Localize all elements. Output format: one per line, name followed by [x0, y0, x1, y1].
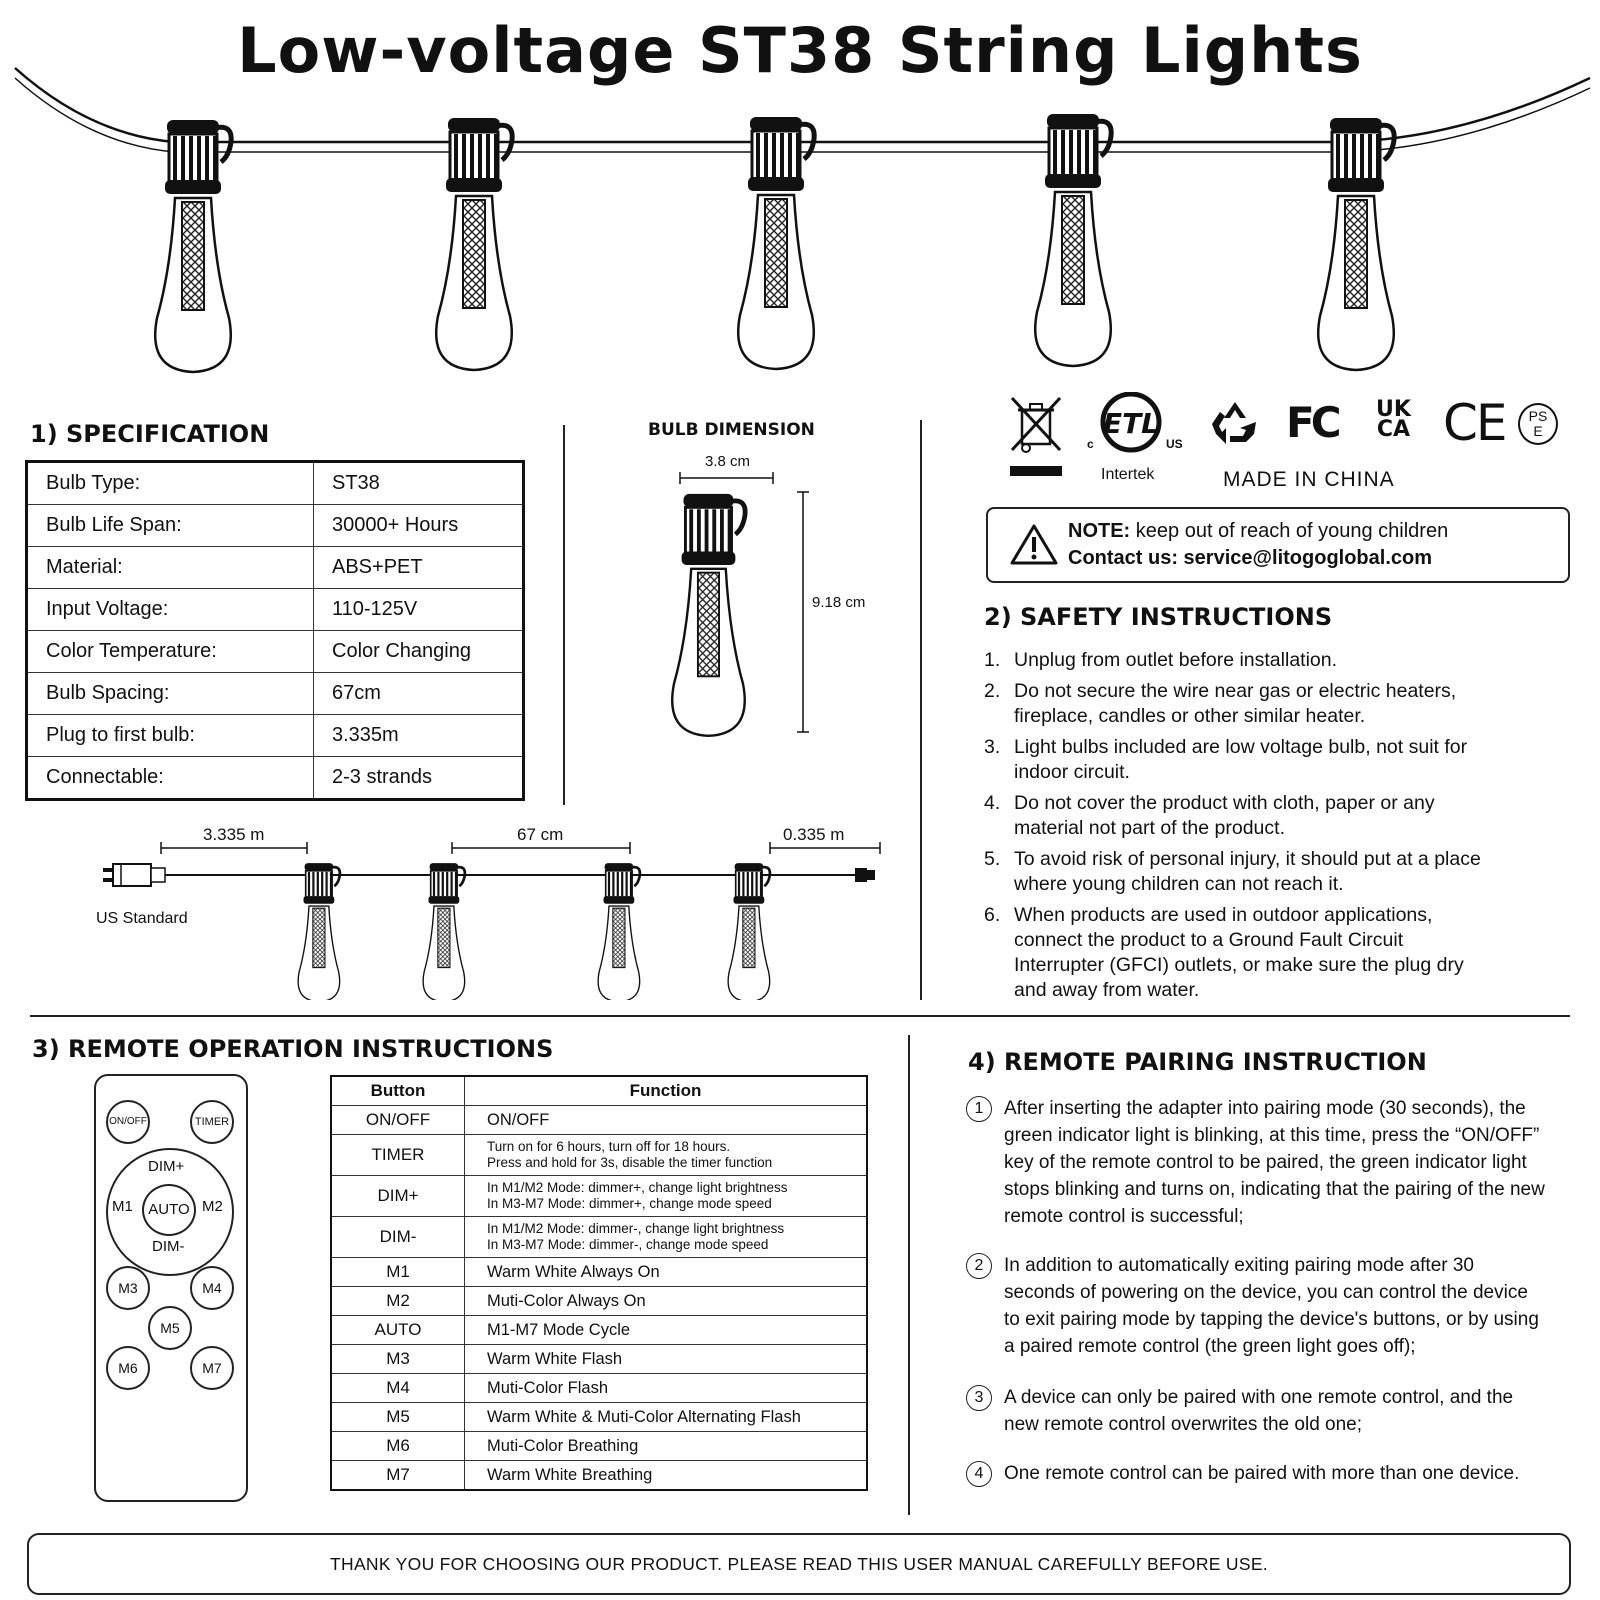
remote-table-function — [465, 1217, 868, 1258]
bulb-dimension-drawing — [660, 470, 820, 740]
safety-item — [984, 679, 1484, 729]
function-line: Warm White Breathing — [487, 1465, 653, 1484]
pairing-step-number: 4 — [966, 1461, 992, 1487]
divider — [563, 425, 565, 805]
note-text: NOTE: keep out of reach of young children — [1068, 520, 1449, 542]
remote-m5-button[interactable]: M5 — [148, 1306, 192, 1350]
safety-item-text: Unplug from outlet before installation. — [1014, 649, 1338, 671]
function-line: Turn on for 6 hours, turn off for 18 hours. — [487, 1139, 731, 1154]
remote-table-button: M5 — [331, 1403, 465, 1432]
spec-value: 30000+ Hours — [314, 505, 524, 547]
safety-item-number: 4. — [984, 792, 1001, 814]
safety-item — [984, 903, 1484, 1003]
spec-row — [27, 673, 524, 715]
safety-item — [984, 847, 1484, 897]
spec-label: Bulb Life Span: — [27, 505, 314, 547]
intertek-label: Intertek — [1101, 466, 1155, 483]
safety-item-number: 1. — [984, 649, 1001, 671]
bulb-width-label: 3.8 cm — [705, 453, 751, 470]
pairing-step-text: One remote control can be paired with more than one device. — [1004, 1463, 1520, 1484]
spec-row — [27, 589, 524, 631]
recycle-icon — [1210, 398, 1260, 446]
function-line: In M1/M2 Mode: dimmer-, change light brightness — [487, 1221, 785, 1236]
remote-table-function — [465, 1374, 868, 1403]
pairing-step-number: 2 — [966, 1253, 992, 1279]
spec-row — [27, 631, 524, 673]
function-line: Muti-Color Always On — [487, 1291, 646, 1310]
pairing-step-text: After inserting the adapter into pairing mode (30 seconds), the green indicator light is blinking, at this time, press the “ON/OFF” key of the remote control to be paired, the green indicator light stops blinking and turns on, indicating that the pairing of the new remote control is successful; — [1004, 1098, 1545, 1227]
pairing-step-text: In addition to automatically exiting pairing mode after 30 seconds of powering on the device, you can control the device to exit pairing mode by tapping the device's buttons, or by using a paired remote control (the green light goes off); — [1004, 1255, 1539, 1357]
safety-item-text: When products are used in outdoor applications, connect the product to a Ground Fault Circuit Interrupter (GFCI) outlets, or make sure the plug dry and away from water. — [1014, 904, 1464, 1001]
function-line: M1-M7 Mode Cycle — [487, 1320, 631, 1339]
etl-c-label: c — [1087, 437, 1094, 451]
remote-m2-button[interactable]: M2 — [202, 1198, 223, 1215]
made-in-label: MADE IN CHINA — [1223, 468, 1395, 491]
safety-item-text: Do not cover the product with cloth, paper or any material not part of the product. — [1014, 792, 1435, 839]
plug-standard-label: US Standard — [96, 910, 188, 927]
remote-table-function — [465, 1287, 868, 1316]
spec-label: Connectable: — [27, 757, 314, 800]
divider — [920, 420, 922, 1000]
remote-table-row — [331, 1258, 867, 1287]
spec-label: Material: — [27, 547, 314, 589]
weee-bin-icon — [1008, 396, 1068, 486]
pairing-item — [966, 1460, 1546, 1487]
bulb-height-label: 9.18 cm — [812, 594, 866, 611]
pairing-item — [966, 1384, 1546, 1438]
remote-table-row — [331, 1217, 867, 1258]
spec-value: 3.335m — [314, 715, 524, 757]
bulb-2 — [436, 118, 512, 370]
spec-value: 2-3 strands — [314, 757, 524, 800]
safety-item-text: To avoid risk of personal injury, it should put at a place where young children can not reach it. — [1014, 848, 1481, 895]
remote-table-row — [331, 1176, 867, 1217]
bulb-3 — [738, 117, 814, 369]
remote-table-button: M2 — [331, 1287, 465, 1316]
divider — [908, 1035, 910, 1515]
pse-mark: PS E — [1518, 403, 1558, 445]
spec-value: ST38 — [314, 462, 524, 505]
spec-row — [27, 757, 524, 800]
remote-table-row — [331, 1106, 867, 1135]
warning-icon — [1010, 523, 1058, 565]
spec-value: ABS+PET — [314, 547, 524, 589]
etl-us-label: US — [1166, 437, 1183, 451]
note-box — [986, 507, 1570, 583]
safety-item — [984, 648, 1484, 673]
remote-table-function — [465, 1176, 868, 1217]
remote-table-button: DIM+ — [331, 1176, 465, 1217]
safety-item-number: 5. — [984, 848, 1001, 870]
remote-table-function — [465, 1258, 868, 1287]
function-column-header: Function — [465, 1076, 868, 1106]
contact-text: Contact us: service@litogoglobal.com — [1068, 547, 1433, 569]
remote-table-button: M3 — [331, 1345, 465, 1374]
etl-listed-icon — [1096, 392, 1166, 456]
safety-item-text: Light bulbs included are low voltage bulb, not suit for indoor circuit. — [1014, 736, 1468, 783]
bulb-1 — [155, 120, 231, 372]
remote-table-row — [331, 1345, 867, 1374]
safety-item-number: 6. — [984, 904, 1001, 926]
remote-table-button: DIM- — [331, 1217, 465, 1258]
last-to-end-label: 0.335 m — [783, 825, 845, 844]
spec-value: 110-125V — [314, 589, 524, 631]
spec-label: Bulb Type: — [27, 462, 314, 505]
function-line: Press and hold for 3s, disable the timer function — [487, 1155, 773, 1170]
remote-m1-button[interactable]: M1 — [112, 1198, 133, 1215]
remote-table-row — [331, 1461, 867, 1491]
safety-item-number: 2. — [984, 680, 1001, 702]
specification-table — [25, 460, 525, 801]
pairing-item — [966, 1095, 1546, 1230]
remote-table-function — [465, 1345, 868, 1374]
remote-table-row — [331, 1287, 867, 1316]
ukca-mark: UK CA — [1376, 397, 1411, 442]
function-line: In M3-M7 Mode: dimmer-, change mode speed — [487, 1237, 769, 1252]
remote-dim-plus-button[interactable]: DIM+ — [148, 1158, 185, 1175]
spec-row — [27, 715, 524, 757]
remote-dim-minus-button[interactable]: DIM- — [152, 1238, 185, 1255]
safety-item-number: 3. — [984, 736, 1001, 758]
spec-value: 67cm — [314, 673, 524, 715]
footer-banner: THANK YOU FOR CHOOSING OUR PRODUCT. PLEASE READ THIS USER MANUAL CAREFULLY BEFORE USE. — [27, 1533, 1571, 1595]
strand-diagram — [95, 840, 895, 1000]
remote-table-button: M4 — [331, 1374, 465, 1403]
remote-table-function — [465, 1403, 868, 1432]
remote-table-button: M6 — [331, 1432, 465, 1461]
spec-label: Color Temperature: — [27, 631, 314, 673]
safety-list — [984, 648, 1484, 1009]
remote-heading: 3) REMOTE OPERATION INSTRUCTIONS — [32, 1035, 554, 1063]
remote-m7-button[interactable]: M7 — [190, 1346, 234, 1390]
spec-row — [27, 462, 524, 505]
spec-row — [27, 547, 524, 589]
remote-table-button: TIMER — [331, 1135, 465, 1176]
remote-table-row — [331, 1432, 867, 1461]
safety-item-text: Do not secure the wire near gas or electric heaters, fireplace, candles or other similar heater. — [1014, 680, 1457, 727]
pairing-step-text: A device can only be paired with one remote control, and the new remote control overwrites the old one; — [1004, 1387, 1514, 1435]
function-line: In M3-M7 Mode: dimmer+, change mode speed — [487, 1196, 772, 1211]
page-title: Low-voltage ST38 String Lights — [237, 14, 1363, 87]
pairing-heading: 4) REMOTE PAIRING INSTRUCTION — [968, 1048, 1427, 1076]
spec-value: Color Changing — [314, 631, 524, 673]
spec-label: Bulb Spacing: — [27, 673, 314, 715]
remote-table-function — [465, 1316, 868, 1345]
remote-control — [94, 1074, 248, 1502]
spec-row — [27, 505, 524, 547]
function-line: Warm White & Muti-Color Alternating Flash — [487, 1407, 801, 1426]
bulb-dimension-heading: BULB DIMENSION — [648, 420, 815, 440]
specification-heading: 1) SPECIFICATION — [30, 420, 270, 448]
spec-label: Input Voltage: — [27, 589, 314, 631]
remote-table-row — [331, 1374, 867, 1403]
button-column-header: Button — [331, 1076, 465, 1106]
safety-heading: 2) SAFETY INSTRUCTIONS — [984, 603, 1333, 631]
remote-table-button: AUTO — [331, 1316, 465, 1345]
plug-to-first-label: 3.335 m — [203, 825, 265, 844]
function-line: Muti-Color Flash — [487, 1378, 609, 1397]
remote-table-function — [465, 1106, 868, 1135]
remote-table-function — [465, 1432, 868, 1461]
function-line: In M1/M2 Mode: dimmer+, change light brightness — [487, 1180, 788, 1195]
remote-m6-button[interactable]: M6 — [106, 1346, 150, 1390]
fc-mark: FC — [1286, 398, 1338, 447]
remote-table-button: M1 — [331, 1258, 465, 1287]
remote-table-row — [331, 1135, 867, 1176]
function-line: ON/OFF — [487, 1110, 550, 1129]
bulb-5 — [1318, 118, 1394, 370]
pairing-list — [966, 1095, 1546, 1487]
remote-m3-button[interactable]: M3 — [106, 1266, 150, 1310]
divider — [30, 1015, 1570, 1017]
function-line: Warm White Always On — [487, 1262, 660, 1281]
pairing-step-number: 1 — [966, 1096, 992, 1122]
ce-mark: CE — [1443, 394, 1506, 452]
spacing-label: 67 cm — [517, 825, 564, 844]
remote-function-table — [330, 1075, 868, 1491]
remote-table-row — [331, 1316, 867, 1345]
remote-table-function — [465, 1135, 868, 1176]
function-line: Warm White Flash — [487, 1349, 623, 1368]
remote-onoff-button[interactable]: ON/OFF — [106, 1100, 150, 1144]
remote-timer-button[interactable]: TIMER — [190, 1100, 234, 1144]
remote-table-button: ON/OFF — [331, 1106, 465, 1135]
svg-text:ETL: ETL — [1102, 407, 1160, 440]
pairing-item — [966, 1252, 1546, 1360]
safety-item — [984, 735, 1484, 785]
function-line: Muti-Color Breathing — [487, 1436, 639, 1455]
string-lights-illustration — [0, 60, 1600, 390]
spec-label: Plug to first bulb: — [27, 715, 314, 757]
remote-table-row — [331, 1403, 867, 1432]
remote-m4-button[interactable]: M4 — [190, 1266, 234, 1310]
remote-table-function — [465, 1461, 868, 1491]
pairing-step-number: 3 — [966, 1385, 992, 1411]
remote-auto-button[interactable]: AUTO — [142, 1184, 196, 1236]
remote-table-button: M7 — [331, 1461, 465, 1491]
safety-item — [984, 791, 1484, 841]
